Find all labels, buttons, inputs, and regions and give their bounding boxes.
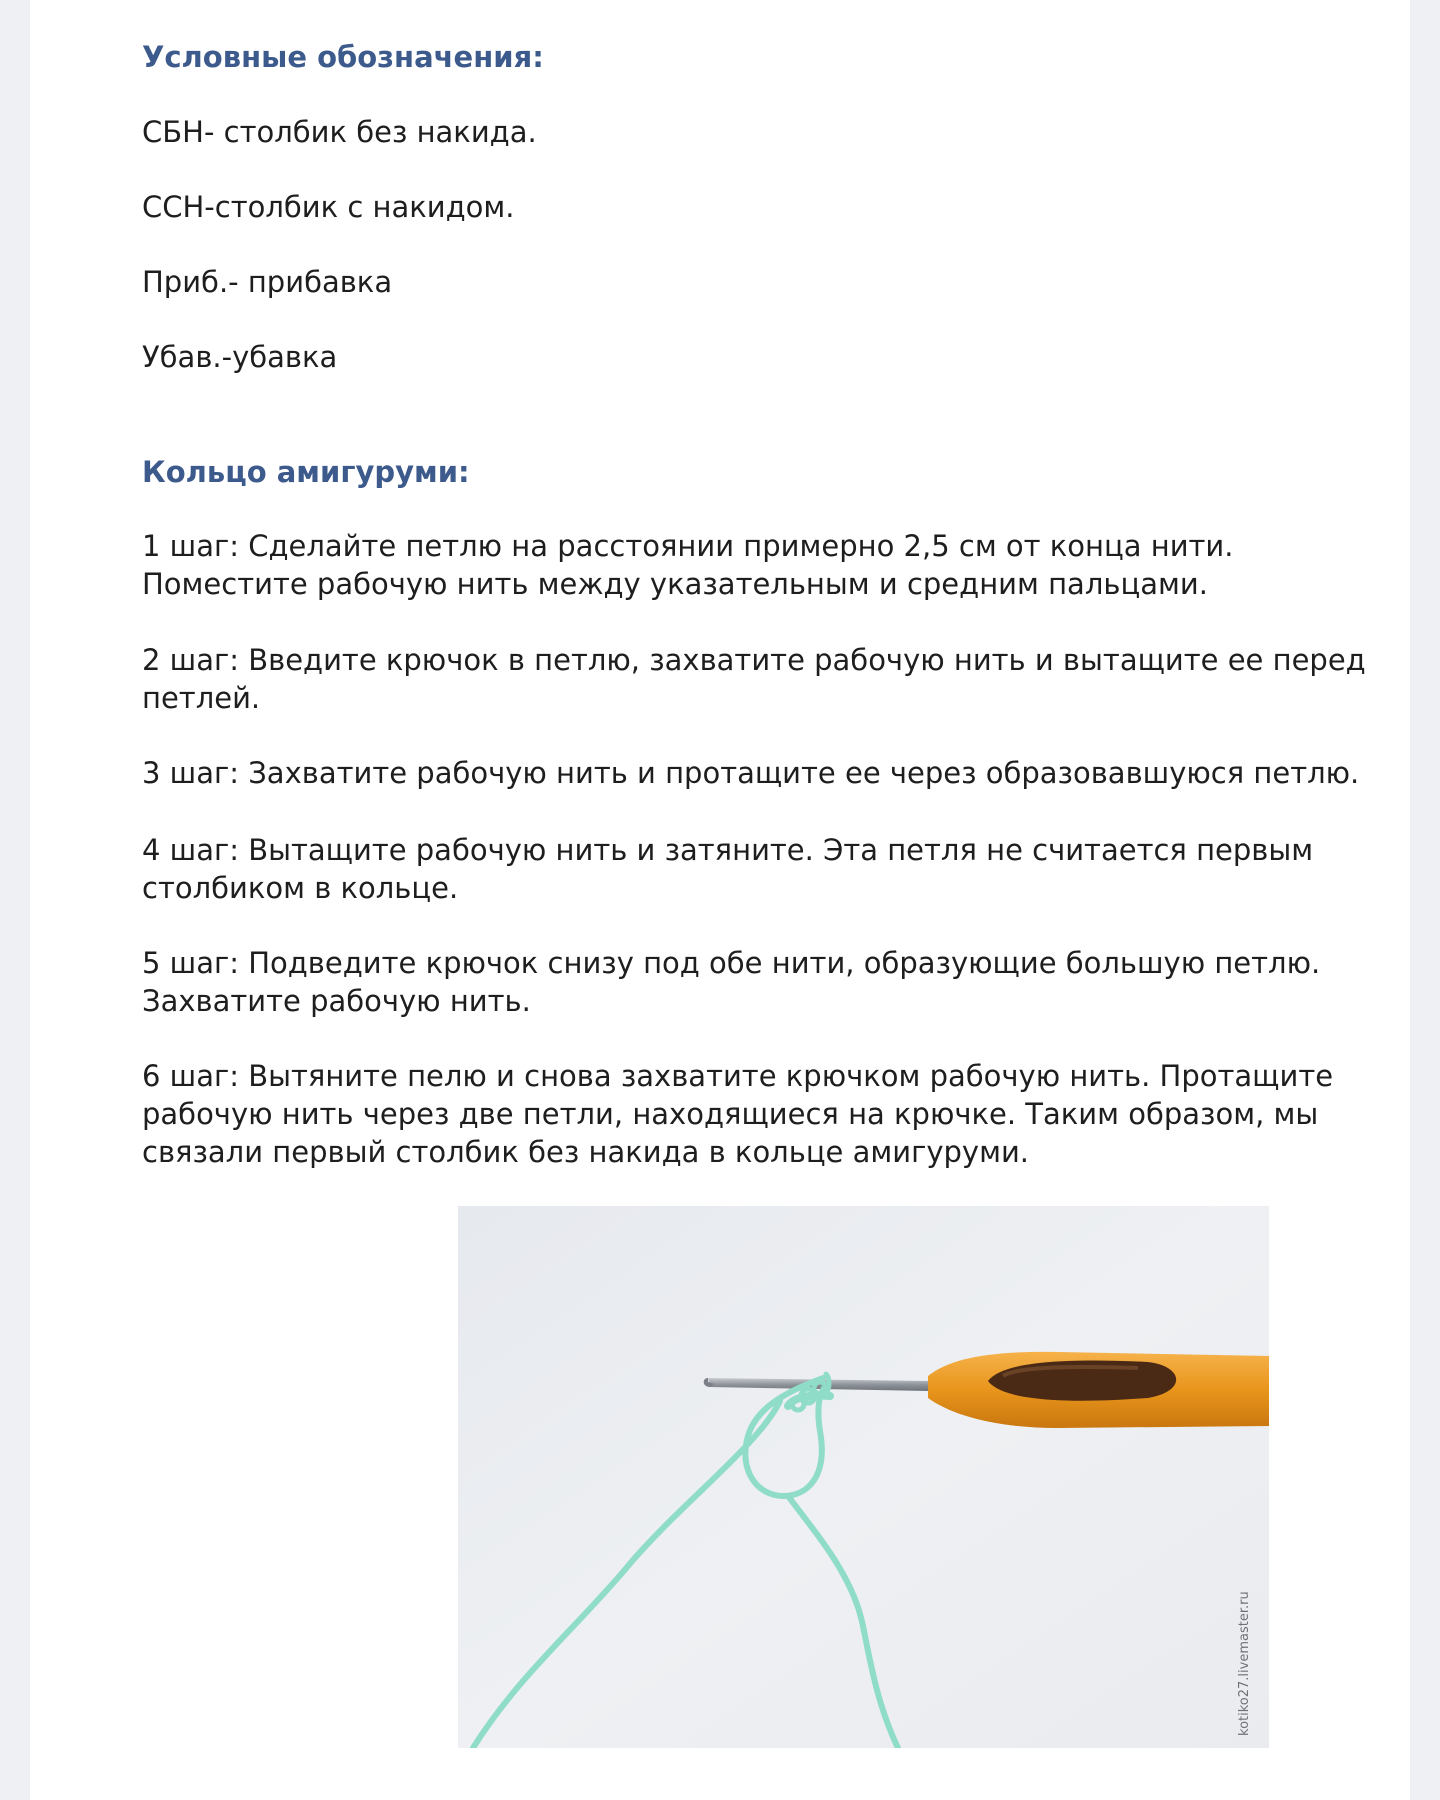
step-line: столбиком в кольце.: [142, 871, 459, 905]
step-line: 6 шаг: Вытяните пелю и снова захватите крючком рабочую нить. Протащите: [142, 1059, 1334, 1093]
step-line: 4 шаг: Вытащите рабочую нить и затяните. Эта петля не считается первым: [142, 833, 1314, 867]
step-line: Захватите рабочую нить.: [142, 984, 531, 1018]
step-line: 1 шаг: Сделайте петлю на расстоянии примерно 2,5 см от конца нити.: [142, 529, 1234, 563]
document-page: [30, 0, 1410, 1800]
step-2: [142, 641, 1372, 717]
photo-background: [458, 1206, 1269, 1748]
crochet-illustration: [458, 1206, 1269, 1748]
step-line: рабочую нить через две петли, находящиеся на крючке. Таким образом, мы: [142, 1097, 1319, 1131]
legend-heading: Условные обозначения:: [142, 40, 544, 74]
step-line: связали первый столбик без накида в кольце амигуруми.: [142, 1135, 1030, 1169]
step-line: петлей.: [142, 681, 261, 715]
step-4: [142, 831, 1372, 907]
step-line: 3 шаг: Захватите рабочую нить и протащите ее через образовавшуюся петлю.: [142, 756, 1360, 790]
legend-item: Приб.- прибавка: [142, 265, 393, 299]
step-1: [142, 527, 1372, 603]
legend-item: Убав.-убавка: [142, 340, 338, 374]
ring-heading: Кольцо амигуруми:: [142, 455, 470, 489]
crochet-photo: [458, 1206, 1269, 1748]
photo-watermark: kotiko27.livemaster.ru: [1237, 1591, 1252, 1736]
legend-item: ССН-столбик с накидом.: [142, 190, 515, 224]
step-line: Поместите рабочую нить между указательным и средним пальцами.: [142, 567, 1208, 601]
legend-item: СБН- столбик без накида.: [142, 115, 537, 149]
step-line: 2 шаг: Введите крючок в петлю, захватите рабочую нить и вытащите ее перед: [142, 643, 1366, 677]
step-6: [142, 1057, 1372, 1171]
step-5: [142, 944, 1372, 1020]
step-line: 5 шаг: Подведите крючок снизу под обе нити, образующие большую петлю.: [142, 946, 1321, 980]
step-3: [142, 754, 1372, 792]
